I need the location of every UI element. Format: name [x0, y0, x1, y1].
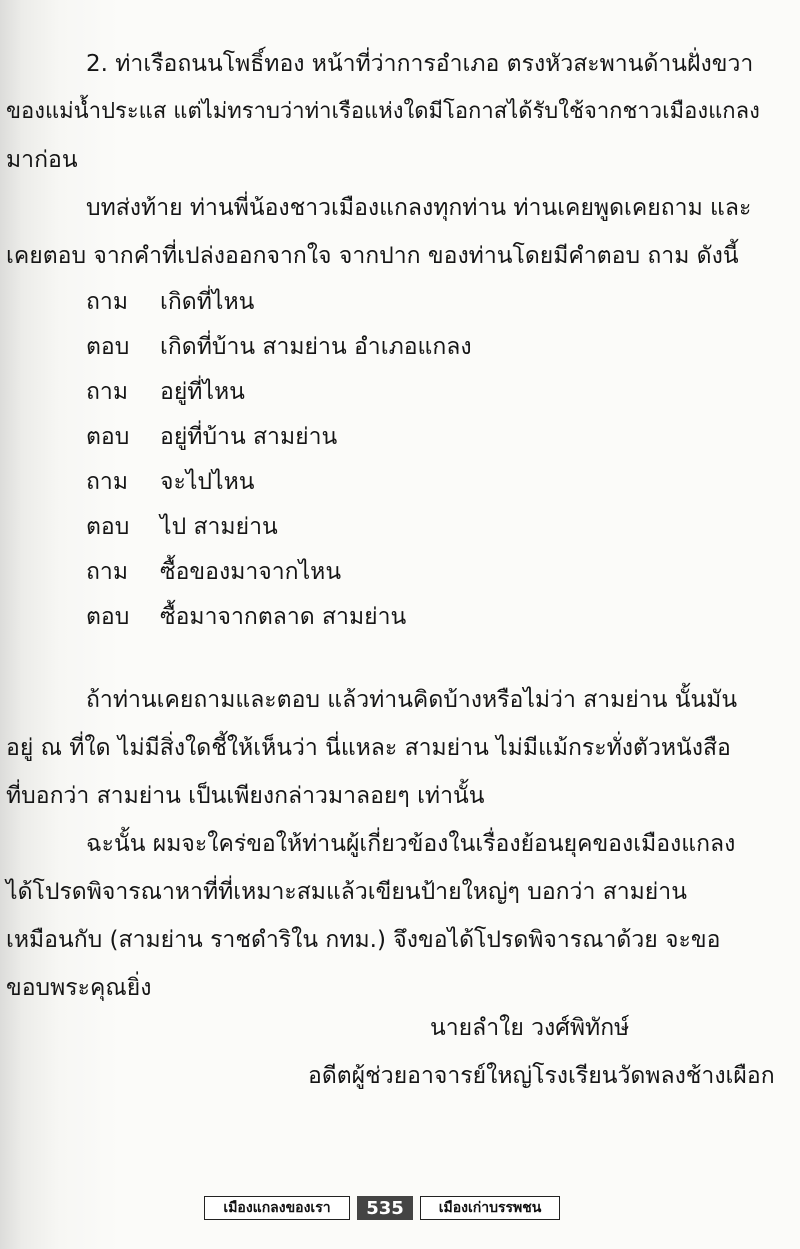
p1-line-1: 2. ท่าเรือถนนโพธิ์ทอง หน้าที่ว่าการอำเภอ ตรงหัวสะพานด้านฝั่งขวา [86, 51, 754, 77]
qa-text: อยู่ที่ไหน [160, 379, 245, 405]
qa-label: ตอบ [86, 334, 130, 360]
qa-text: เกิดที่บ้าน สามย่าน อำเภอแกลง [160, 334, 472, 360]
qa-row [6, 460, 776, 505]
qa-row [6, 505, 776, 550]
qa-text: ซื้อของมาจากไหน [160, 559, 342, 585]
qa-row [6, 370, 776, 415]
qa-text: จะไปไหน [160, 469, 255, 495]
page-footer [204, 1196, 556, 1220]
signature-name: นายลำใย วงศ์พิทักษ์ [430, 1015, 630, 1041]
qa-label: ถาม [86, 289, 129, 315]
body-text [6, 40, 776, 1012]
p4-line-2: ได้โปรดพิจารณาหาที่ที่เหมาะสมแล้วเขียนป้ายใหญ่ๆ บอกว่า สามย่าน [6, 879, 687, 905]
qa-text: อยู่ที่บ้าน สามย่าน [160, 424, 338, 450]
qa-row [6, 325, 776, 370]
qa-row [6, 280, 776, 325]
p2-line-1: บทส่งท้าย ท่านพี่น้องชาวเมืองแกลงทุกท่าน ท่านเคยพูดเคยถาม และ [86, 195, 752, 221]
qa-label: ถาม [86, 379, 129, 405]
p3-line-3: ที่บอกว่า สามย่าน เป็นเพียงกล่าวมาลอยๆ เท่านั้น [6, 783, 485, 809]
signature-title: อดีตผู้ช่วยอาจารย์ใหญ่โรงเรียนวัดพลงช้างเผือก [308, 1063, 775, 1089]
p2-line-2: เคยตอบ จากคำที่เปล่งออกจากใจ จากปาก ของท่านโดยมีคำตอบ ถาม ดังนี้ [6, 243, 739, 269]
qa-label: ถาม [86, 559, 129, 585]
p3-line-1: ถ้าท่านเคยถามและตอบ แล้วท่านคิดบ้างหรือไม่ว่า สามย่าน นั้นมัน [86, 687, 738, 713]
qa-text: เกิดที่ไหน [160, 289, 255, 315]
p1-line-2: ของแม่น้ำประแส แต่ไม่ทราบว่าท่าเรือแห่งใดมีโอกาสได้รับใช้จากชาวเมืองแกลง [6, 99, 760, 124]
qa-row [6, 595, 776, 640]
page-number: 535 [357, 1196, 413, 1220]
p3-line-2: อยู่ ณ ที่ใด ไม่มีสิ่งใดชี้ให้เห็นว่า นี่แหละ สามย่าน ไม่มีแม้กระทั่งตัวหนังสือ [6, 735, 731, 761]
footer-book-title: เมืองแกลงของเรา [204, 1196, 350, 1220]
qa-text: ไป สามย่าน [160, 514, 278, 540]
qa-label: ตอบ [86, 424, 130, 450]
qa-label: ตอบ [86, 604, 130, 630]
qa-row [6, 550, 776, 595]
p4-line-4: ขอบพระคุณยิ่ง [6, 975, 152, 1001]
qa-row [6, 415, 776, 460]
p4-line-3: เหมือนกับ (สามย่าน ราชดำริใน กทม.) จึงขอได้โปรดพิจารณาด้วย จะขอ [6, 927, 721, 953]
qa-label: ถาม [86, 469, 129, 495]
qa-label: ตอบ [86, 514, 130, 540]
qa-text: ซื้อมาจากตลาด สามย่าน [160, 604, 407, 630]
p4-line-1: ฉะนั้น ผมจะใคร่ขอให้ท่านผู้เกี่ยวข้องในเรื่องย้อนยุคของเมืองแกลง [86, 831, 736, 857]
paragraph-gap [6, 640, 776, 676]
p1-line-3: มาก่อน [6, 147, 78, 173]
footer-section-title: เมืองเก่าบรรพชน [420, 1196, 560, 1220]
